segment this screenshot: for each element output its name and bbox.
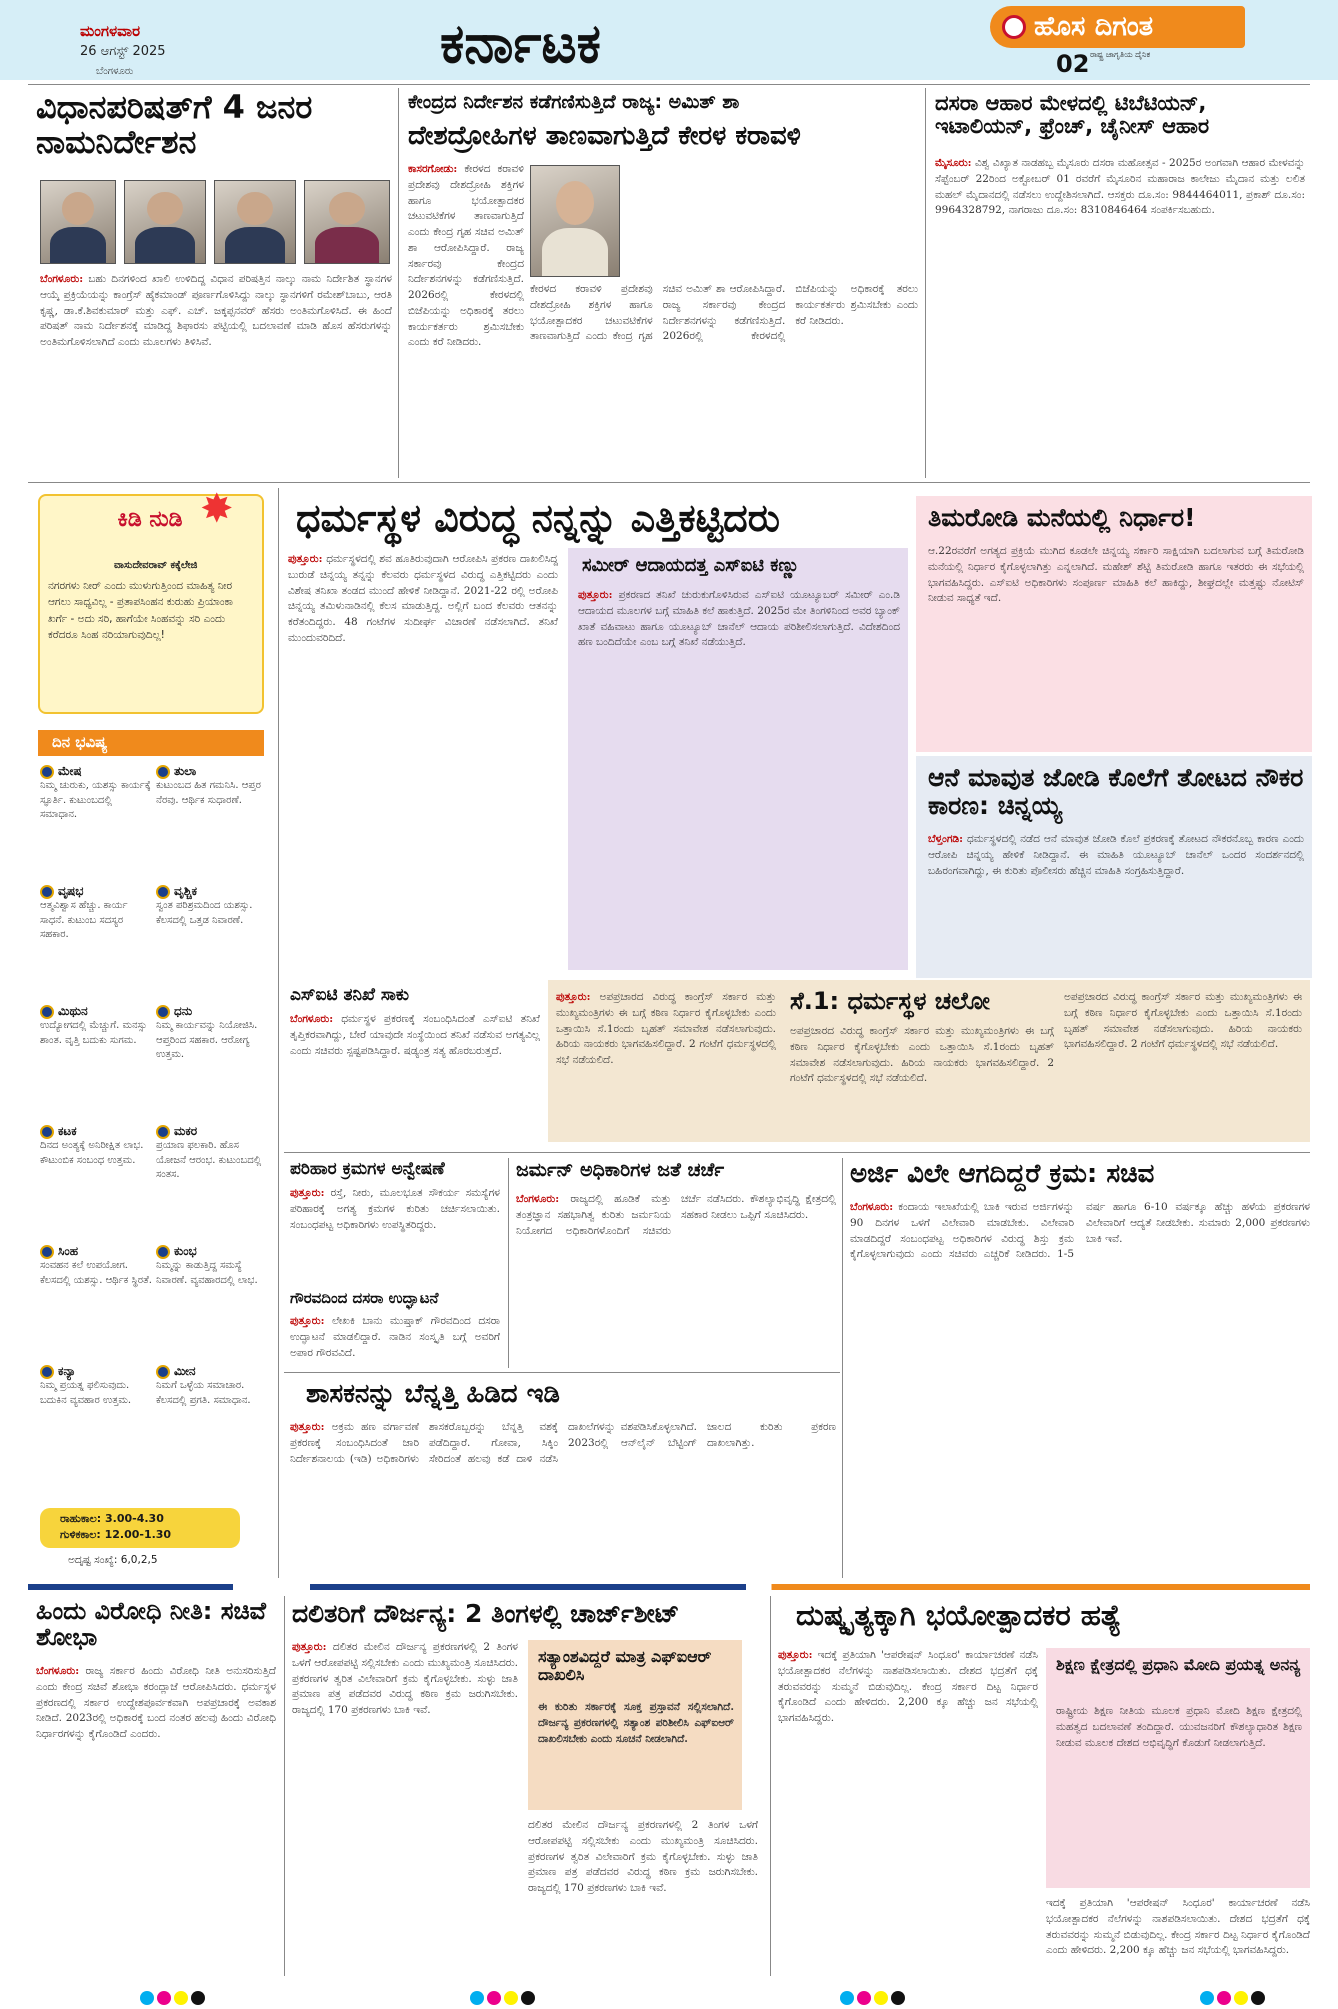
article-german-body <box>516 1192 836 1368</box>
dateline: ಪುತ್ತೂರು: <box>578 589 613 601</box>
dateline: ಬೆಳ್ತಂಗಡಿ: <box>928 833 964 845</box>
brand-name: ಹೊಸ ದಿಗಂತ <box>1034 11 1154 42</box>
article-shobha-body <box>36 1664 276 1974</box>
article-text: ಇದಕ್ಕೆ ಪ್ರತಿಯಾಗಿ 'ಆಪರೇಷನ್ ಸಿಂಧೂರ' ಕಾರ್ಯಾಚರಣೆ ನಡೆಸಿ ಭಯೋತ್ಪಾದಕರ ನೆಲೆಗಳನ್ನು ನಾಶಪಡಿಸಲಾಯಿತು. ದೇಶದ ಭದ್ರತೆಗೆ ಧಕ್ಕೆ ತರುವವರನ್ನು ಸುಮ್ಮನೆ ಬಿಡುವುದಿಲ್ಲ. ಕೇಂದ್ರ ಸರ್ಕಾರ ದಿಟ್ಟ ನಿರ್ಧಾರ ಕೈಗೊಂಡಿದೆ ಎಂದು ಹೇಳಿದರು. 2,200 ಕ್ಕೂ ಹೆಚ್ಚು ಜನ ಸಭೆಯಲ್ಲಿ ಭಾಗವಹಿಸಿದ್ದರು. <box>778 1649 1038 1724</box>
headline-dasara-inauguration: ಗೌರವದಿಂದ ದಸರಾ ಉದ್ಘಾಟನೆ <box>290 1289 439 1307</box>
article-education-body: ರಾಷ್ಟ್ರೀಯ ಶಿಕ್ಷಣ ನೀತಿಯ ಮೂಲಕ ಪ್ರಧಾನಿ ಮೋದಿ ಶಿಕ್ಷಣ ಕ್ಷೇತ್ರದಲ್ಲಿ ಮಹತ್ವದ ಬದಲಾವಣೆ ತಂದಿದ್ದಾರೆ. ಯುವಜನರಿಗೆ ಕೌಶಲ್ಯಾಧಾರಿತ ಶಿಕ್ಷಣ ನೀಡುವ ಮೂಲಕ ದೇಶದ ಅಭಿವೃದ್ಧಿಗೆ ಕೊಡುಗೆ ನೀಡಲಾಗುತ್ತಿದೆ. <box>1056 1705 1302 1749</box>
page-number: 02 <box>1056 50 1090 78</box>
gulika-text: ಗುಳಿಕಕಾಲ: 12.00-1.30 <box>60 1528 172 1541</box>
article-terrorists-body-2: ಇದಕ್ಕೆ ಪ್ರತಿಯಾಗಿ 'ಆಪರೇಷನ್ ಸಿಂಧೂರ' ಕಾರ್ಯಾಚರಣೆ ನಡೆಸಿ ಭಯೋತ್ಪಾದಕರ ನೆಲೆಗಳನ್ನು ನಾಶಪಡಿಸಲಾಯಿತು. ದೇಶದ ಭದ್ರತೆಗೆ ಧಕ್ಕೆ ತರುವವರನ್ನು ಸುಮ್ಮನೆ ಬಿಡುವುದಿಲ್ಲ. ಕೇಂದ್ರ ಸರ್ಕಾರ ದಿಟ್ಟ ನಿರ್ಧಾರ ಕೈಗೊಂಡಿದೆ ಎಂದು ಹೇಳಿದರು. 2,200 ಕ್ಕೂ ಹೆಚ್ಚು ಜನ ಸಭೆಯಲ್ಲಿ ಭಾಗವಹಿಸಿದ್ದರು. <box>1046 1897 1310 1957</box>
headline-german: ಜರ್ಮನ್ ಅಧಿಕಾರಿಗಳ ಜತೆ ಚರ್ಚೆ <box>516 1159 725 1181</box>
photo-member-4 <box>304 180 390 264</box>
article-fir-body: ಈ ಕುರಿತು ಸರ್ಕಾರಕ್ಕೆ ಸೂಕ್ತ ಪ್ರಸ್ತಾವನೆ ಸಲ್ಲಿಸಲಾಗಿದೆ. ದೌರ್ಜನ್ಯ ಪ್ರಕರಣಗಳಲ್ಲಿ ಸತ್ಯಾಂಶ ಪರಿಶೀಲಿಸಿ ಎಫ್‌ಐಆರ್ ದಾಖಲಿಸಬೇಕು ಎಂದು ಸೂಚನೆ ನೀಡಲಾಗಿದೆ. <box>538 1701 734 1745</box>
article-amit-shah-col1 <box>408 162 524 468</box>
zodiac-icon <box>40 885 54 899</box>
article-text: ರಾಜ್ಯ ಸರ್ಕಾರ ಹಿಂದು ವಿರೋಧಿ ನೀತಿ ಅನುಸರಿಸುತ್ತಿದೆ ಎಂದು ಕೇಂದ್ರ ಸಚಿವೆ ಶೋಭಾ ಕರಂದ್ಲಾಜೆ ಆರೋಪಿಸಿದರು. ಧರ್ಮಸ್ಥಳ ಪ್ರಕರಣದಲ್ಲಿ ಸರ್ಕಾರ ಉದ್ದೇಶಪೂರ್ವಕವಾಗಿ ಅಪಪ್ರಚಾರಕ್ಕೆ ಅವಕಾಶ ನೀಡಿದೆ. 2023ರಲ್ಲಿ ಅಧಿಕಾರಕ್ಕೆ ಬಂದ ನಂತರ ಹಲವು ಹಿಂದು ವಿರೋಧಿ ನಿರ್ಧಾರಗಳನ್ನು ಕೈಗೊಂಡಿದೆ ಎಂದರು. <box>36 1665 276 1740</box>
dateline: ಮೈಸೂರು: <box>935 157 972 169</box>
article-text: ರಸ್ತೆ, ನೀರು, ಮೂಲಭೂತ ಸೌಕರ್ಯ ಸಮಸ್ಯೆಗಳ ಪರಿಹಾರಕ್ಕೆ ಅಗತ್ಯ ಕ್ರಮಗಳ ಕುರಿತು ಚರ್ಚಿಸಲಾಯಿತು. ಸಂಬಂಧಪಟ್ಟ ಅಧಿಕಾರಿಗಳು ಉಪಸ್ಥಿತರಿದ್ದರು. <box>290 1187 500 1231</box>
article-text: ಧರ್ಮಸ್ಥಳ ಪ್ರಕರಣಕ್ಕೆ ಸಂಬಂಧಿಸಿದಂತೆ ಎಸ್‌ಐಟಿ ತನಿಖೆ ತೃಪ್ತಿಕರವಾಗಿದ್ದು, ಬೇರೆ ಯಾವುದೇ ಸಂಸ್ಥೆಯಿಂದ ತನಿಖೆ ನಡೆಸುವ ಅಗತ್ಯವಿಲ್ಲ ಎಂದು ಸಚಿವರು ಸ್ಪಷ್ಟಪಡಿಸಿದ್ದಾರೆ. ಷಡ್ಯಂತ್ರ ಸತ್ಯ ಹೊರಬರುತ್ತದೆ. <box>290 1013 540 1057</box>
article-text: ಅಕ್ರಮ ಹಣ ವರ್ಗಾವಣೆ ಪ್ರಕರಣಕ್ಕೆ ಸಂಬಂಧಿಸಿದಂತೆ ಜಾರಿ ನಿರ್ದೇಶನಾಲಯ (ಇಡಿ) ಅಧಿಕಾರಿಗಳು ಶಾಸಕರೊಬ್ಬರನ್ನು ಬೆನ್ನತ್ತಿ ವಶಕ್ಕೆ ಪಡೆದಿದ್ದಾರೆ. ಗೋವಾ, ಸಿಕ್ಕಿಂ ಸೇರಿದಂತೆ ಹಲವು ಕಡೆ ದಾಳಿ ನಡೆಸಿ ದಾಖಲೆಗಳನ್ನು ವಶಪಡಿಸಿಕೊಳ್ಳಲಾಗಿದೆ. 2023ರಲ್ಲಿ ಆನ್‌ಲೈನ್ ಬೆಟ್ಟಿಂಗ್ ಜಾಲದ ಕುರಿತು ಪ್ರಕರಣ ದಾಖಲಾಗಿತ್ತು. <box>290 1421 836 1465</box>
article-council-body <box>40 272 392 472</box>
headline-chalo: ಸೆ.1: ಧರ್ಮಸ್ಥಳ ಚಲೋ <box>790 987 990 1015</box>
kidi-nudi-title: ಕಿಡಿ ನುಡಿ <box>117 507 183 532</box>
headline-education: ಶಿಕ್ಷಣ ಕ್ಷೇತ್ರದಲ್ಲಿ ಪ್ರಧಾನಿ ಮೋದಿ ಪ್ರಯತ್ನ ಅನನ್ಯ <box>1056 1655 1301 1674</box>
lucky-number-text: ಅದೃಷ್ಟ ಸಂಖ್ಯೆ: 6,0,2,5 <box>68 1554 158 1566</box>
headline-arji: ಅರ್ಜಿ ವಿಲೇ ಆಗದಿದ್ದರೆ ಕ್ರಮ: ಸಚಿವ <box>850 1159 1155 1189</box>
headline-elephant: ಆನೆ ಮಾವುತ ಜೋಡಿ ಕೊಲೆಗೆ ತೋಟದ ನೌಕರ ಕಾರಣ: ಚಿನ್ನಯ್ಯ <box>928 763 1304 820</box>
dateline: ಪುತ್ತೂರು: <box>288 553 323 565</box>
dateline: ಪುತ್ತೂರು: <box>556 991 591 1003</box>
registration-marks <box>140 1990 1320 2006</box>
article-chalo-body-mid: ಅಪಪ್ರಚಾರದ ವಿರುದ್ಧ ಕಾಂಗ್ರೆಸ್ ಸರ್ಕಾರ ಮತ್ತು ಮುಖ್ಯಮಂತ್ರಿಗಳು ಈ ಬಗ್ಗೆ ಕಠಿಣ ನಿರ್ಧಾರ ಕೈಗೊಳ್ಳಬೇಕು ಎಂದು ಒತ್ತಾಯಿಸಿ ಸೆ.1ರಂದು ಬೃಹತ್ ಸಮಾವೇಶ ನಡೆಸಲಾಗುವುದು. ಹಿರಿಯ ನಾಯಕರು ಭಾಗವಹಿಸಲಿದ್ದಾರೆ. 2 ಗಂಟೆಗೆ ಧರ್ಮಸ್ಥಳದಲ್ಲಿ ಸಭೆ ನಡೆಯಲಿದೆ. <box>790 1025 1054 1085</box>
article-dalit-body <box>292 1640 518 1976</box>
headline-shobha: ಹಿಂದು ವಿರೋಧಿ ನೀತಿ: ಸಚಿವೆ ಶೋಭಾ <box>36 1597 266 1652</box>
headline-sameer: ಸಮೀರ್ ಆದಾಯದತ್ತ ಎಸ್‌ಐಟಿ ಕಣ್ಣು <box>582 555 800 576</box>
rashi-item: ಕನ್ಯಾ ನಿಮ್ಮ ಪ್ರಯತ್ನ ಫಲಿಸುವುದು. ಬದುಕಿನ ವ್ಯವಹಾರ ಉತ್ತಮ. <box>40 1364 132 1406</box>
headline-terrorists: ದುಷ್ಕೃತ್ಯಕ್ಕಾಗಿ ಭಯೋತ್ಪಾದಕರ ಹತ್ಯೆ <box>796 1598 1122 1632</box>
article-text: ಪ್ರಕರಣದ ತನಿಖೆ ಚುರುಕುಗೊಳಿಸಿರುವ ಎಸ್‌ಐಟಿ ಯೂಟ್ಯೂಬರ್ ಸಮೀರ್ ಎಂ.ಡಿ ಆದಾಯದ ಮೂಲಗಳ ಬಗ್ಗೆ ಮಾಹಿತಿ ಕಲೆ ಹಾಕುತ್ತಿದೆ. 2025ರ ಮೇ ತಿಂಗಳಿನಿಂದ ಅವರ ಬ್ಯಾಂಕ್ ಖಾತೆ ವಹಿವಾಟು ಹಾಗೂ ಯೂಟ್ಯೂಬ್ ಚಾನೆಲ್ ಆದಾಯ ಪರಿಶೀಲಿಸಲಾಗುತ್ತಿದೆ. ವಿದೇಶದಿಂದ ಹಣ ಬಂದಿದೆಯೇ ಎಂಬ ಬಗ್ಗೆ ತನಿಖೆ ನಡೆಯುತ್ತಿದೆ. <box>578 589 900 649</box>
brand-logo-icon <box>1002 15 1026 39</box>
headline-council: ವಿಧಾನಪರಿಷತ್‌ಗೆ 4 ಜನರ ನಾಮನಿರ್ದೇಶನ <box>36 88 313 162</box>
zodiac-icon <box>40 1005 54 1019</box>
zodiac-icon <box>156 1005 170 1019</box>
headline-sit-enough: ಎಸ್‌ಐಟಿ ತನಿಖೆ ಸಾಕು <box>290 985 409 1005</box>
rashi-left-column <box>40 764 152 1484</box>
kidi-nudi-body: ನಗರಗಳು ನೀರ್‌ ಎಂದು ಮುಳುಗುತ್ತಿಂಂದ ಮಾಹಿತ್ಯ ನೀರ ಆಗಲು ಸಾಧ್ಯವಿಲ್ಲ - ಪ್ರತಾಪಸಿಂಹನ ಕುರುಹು ಪ್ರಿಯಾಂಕಾ ಖರ್ಗೆ - ಅದು ಸರಿ, ಹಾಗೆಯೇ ಸಿಂಹವನ್ನು ಸರಿ ಎಂದು ಕರೆದರೂ ಸಿಂಹ ನರಿಯಾಗುವುದಿಲ್ಲ! <box>48 580 233 641</box>
headline-ed: ಶಾಸಕನನ್ನು ಬೆನ್ನತ್ತಿ ಹಿಡಿದ ಇಡಿ <box>306 1379 560 1409</box>
headline-amit-shah: ಕೇಂದ್ರದ ನಿರ್ದೇಶನ ಕಡೆಗಣಿಸುತ್ತಿದೆ ರಾಜ್ಯ: ಅಮಿತ್ ಶಾ <box>408 91 740 113</box>
article-parihara-body <box>290 1186 500 1286</box>
zodiac-icon <box>40 1245 54 1259</box>
article-amit-shah-rest: ಕೇರಳದ ಕರಾವಳಿ ಪ್ರದೇಶವು ದೇಶದ್ರೋಹಿ ಶಕ್ತಿಗಳ ಹಾಗೂ ಭಯೋತ್ಪಾದಕರ ಚಟುವಟಿಕೆಗಳ ತಾಣವಾಗುತ್ತಿದೆ ಎಂದು ಕೇಂದ್ರ ಗೃಹ ಸಚಿವ ಅಮಿತ್ ಶಾ ಆರೋಪಿಸಿದ್ದಾರೆ. ರಾಜ್ಯ ಸರ್ಕಾರವು ಕೇಂದ್ರದ ನಿರ್ದೇಶನಗಳನ್ನು ಕಡೆಗಣಿಸುತ್ತಿದೆ. 2026ರಲ್ಲಿ ಕೇರಳದಲ್ಲಿ ಬಿಜೆಪಿಯನ್ನು ಅಧಿಕಾರಕ್ಕೆ ತರಲು ಕಾರ್ಯಕರ್ತರು ಶ್ರಮಿಸಬೇಕು ಎಂದು ಕರೆ ನೀಡಿದರು. <box>530 283 918 343</box>
article-sameer-body <box>578 588 900 962</box>
bhavishya-title: ದಿನ ಭವಿಷ್ಯ <box>52 733 108 751</box>
zodiac-icon <box>40 765 54 779</box>
dateline: ಬೆಂಗಳೂರು: <box>516 1193 560 1205</box>
article-sit-enough-body <box>290 1012 540 1150</box>
dateline: ಬೆಂಗಳೂರು: <box>40 273 84 285</box>
article-dasara-food-body <box>935 156 1305 472</box>
rashi-item: ಮೇಷ ನಿಮ್ಮ ಚುರುಕು, ಯಶಸ್ಸು ಕಾರ್ಯಕ್ಕೆ ಸ್ಫೂರ್ತಿ. ಕುಟುಂಬದಲ್ಲಿ ಸಮಾಧಾನ. <box>40 764 151 820</box>
zodiac-icon <box>156 885 170 899</box>
zodiac-icon <box>156 1365 170 1379</box>
header-city: ಬೆಂಗಳೂರು <box>96 66 134 77</box>
dateline: ಬೆಂಗಳೂರು: <box>290 1013 334 1025</box>
dateline: ಪುತ್ತೂರು: <box>778 1649 813 1661</box>
rashi-item: ವೃಷಭ ಆತ್ಮವಿಶ್ವಾಸ ಹೆಚ್ಚು. ಕಾರ್ಯ ಸಾಧನೆ. ಕುಟುಂಬ ಸದಸ್ಯರ ಸಹಕಾರ. <box>40 884 128 940</box>
zodiac-icon <box>40 1365 54 1379</box>
dateline: ಬೆಂಗಳೂರು: <box>36 1665 80 1677</box>
article-text: ಕಂದಾಯ ಇಲಾಖೆಯಲ್ಲಿ ಬಾಕಿ ಇರುವ ಅರ್ಜಿಗಳನ್ನು 90 ದಿನಗಳ ಒಳಗೆ ವಿಲೇವಾರಿ ಮಾಡಬೇಕು. ವಿಲೇವಾರಿ ಮಾಡದಿದ್ದರೆ ಸಂಬಂಧಪಟ್ಟ ಅಧಿಕಾರಿಗಳ ವಿರುದ್ಧ ಶಿಸ್ತು ಕ್ರಮ ಕೈಗೊಳ್ಳಲಾಗುವುದು ಎಂದು ಸಚಿವರು ಎಚ್ಚರಿಕೆ ನೀಡಿದರು. 1-5 ವರ್ಷ ಹಾಗೂ 6-10 ವರ್ಷಕ್ಕೂ ಹೆಚ್ಚು ಹಳೆಯ ಪ್ರಕರಣಗಳ ವಿಲೇವಾರಿಗೆ ಆದ್ಯತೆ ನೀಡಬೇಕು. ಸುಮಾರು 2,000 ಪ್ರಕರಣಗಳು ಬಾಕಿ ಇವೆ. <box>850 1201 1310 1261</box>
headline-dharmasthala: ಧರ್ಮಸ್ಥಳ ವಿರುದ್ಧ ನನ್ನನ್ನು ಎತ್ತಿಕಟ್ಟಿದರು <box>296 496 780 540</box>
rashi-item: ಮಕರ ಪ್ರಯಾಣ ಫಲಕಾರಿ. ಹೊಸ ಯೋಜನೆ ಆರಂಭ. ಕುಟುಂಬದಲ್ಲಿ ಸಂತಸ. <box>156 1124 262 1180</box>
photo-amit-shah <box>530 165 620 277</box>
photo-member-2 <box>124 180 206 264</box>
zodiac-icon <box>156 1125 170 1139</box>
article-text: ವಿಶ್ವ ವಿಖ್ಯಾತ ನಾಡಹಬ್ಬ ಮೈಸೂರು ದಸರಾ ಮಹೋತ್ಸವ - 2025ರ ಅಂಗವಾಗಿ ಆಹಾರ ಮೇಳವನ್ನು ಸೆಪ್ಟೆಂಬರ್ 22ರಿಂದ ಅಕ್ಟೋಬರ್ 01 ರವರೆಗೆ ಮೈಸೂರಿನ ಮಹಾರಾಜ ಕಾಲೇಜು ಮೈದಾನ ಮತ್ತು ಲಲಿತ ಮಹಲ್ ಮೈದಾನದಲ್ಲಿ ನಡೆಸಲು ಉದ್ದೇಶಿಸಲಾಗಿದೆ. ಆಸಕ್ತರು ದೂ.ಸಂ: 9844464011, ಪ್ರಕಾಶ್ ದೂ.ಸಂ: 9964328792, ನಾಗರಾಜು ದೂ.ಸಂ: 8310846464 ಸಂಪರ್ಕಿಸಬಹುದು. <box>935 157 1305 217</box>
rashi-right-column <box>156 764 266 1484</box>
headline-dasara-food: ದಸರಾ ಆಹಾರ ಮೇಳದಲ್ಲಿ ಟಿಬೆಟಿಯನ್, ಇಟಾಲಿಯನ್, ಫ್ರೆಂಚ್, ಚೈನೀಸ್ ಆಹಾರ <box>935 91 1210 139</box>
rashi-item: ತುಲಾ ಕುಟುಂಬದ ಹಿತ ಗಮನಿಸಿ. ಆಪ್ತರ ನೆರವು. ಆರ್ಥಿಕ ಸುಧಾರಣೆ. <box>156 764 261 806</box>
article-text: ಕೇರಳದ ಕರಾವಳಿ ಪ್ರದೇಶವು ದೇಶದ್ರೋಹಿ ಶಕ್ತಿಗಳ ಹಾಗೂ ಭಯೋತ್ಪಾದಕರ ಚಟುವಟಿಕೆಗಳ ತಾಣವಾಗುತ್ತಿದೆ ಎಂದು ಕೇಂದ್ರ ಗೃಹ ಸಚಿವ ಅಮಿತ್ ಶಾ ಆರೋಪಿಸಿದ್ದಾರೆ. ರಾಜ್ಯ ಸರ್ಕಾರವು ಕೇಂದ್ರದ ನಿರ್ದೇಶನಗಳನ್ನು ಕಡೆಗಣಿಸುತ್ತಿದೆ. 2026ರಲ್ಲಿ ಕೇರಳದಲ್ಲಿ ಬಿಜೆಪಿಯನ್ನು ಅಧಿಕಾರಕ್ಕೆ ತರಲು ಕಾರ್ಯಕರ್ತರು ಶ್ರಮಿಸಬೇಕು ಎಂದು ಕರೆ ನೀಡಿದರು. <box>408 163 524 349</box>
dateline: ಪುತ್ತೂರು: <box>290 1315 325 1327</box>
dateline: ಪುತ್ತೂರು: <box>290 1421 325 1433</box>
rashi-item: ಮೀನ ನಿಮಗೆ ಒಳ್ಳೆಯ ಸಮಾಚಾರ. ಕೆಲಸದಲ್ಲಿ ಪ್ರಗತಿ. ಸಮಾಧಾನ. <box>156 1364 251 1406</box>
rashi-item: ವೃಶ್ಚಿಕ ಸ್ವಂತ ಪರಿಶ್ರಮದಿಂದ ಯಶಸ್ಸು. ಕೆಲಸದಲ್ಲಿ ಒತ್ತಡ ನಿವಾರಣೆ. <box>156 884 253 926</box>
dateline: ಪುತ್ತೂರು: <box>290 1187 325 1199</box>
headline-timarodi: ತಿಮರೋಡಿ ಮನೆಯಲ್ಲಿ ನಿರ್ಧಾರ! <box>928 503 1196 532</box>
article-ed-body <box>290 1420 836 1572</box>
article-text: ಧರ್ಮಸ್ಥಳದಲ್ಲಿ ನಡೆದ ಆನೆ ಮಾವುತ ಜೋಡಿ ಕೊಲೆ ಪ್ರಕರಣಕ್ಕೆ ತೋಟದ ನೌಕರನೊಬ್ಬ ಕಾರಣ ಎಂದು ಆರೋಪಿ ಚಿನ್ನಯ್ಯ ಹೇಳಿಕೆ ನೀಡಿದ್ದಾನೆ. ಈ ಮಾಹಿತಿ ಯೂಟ್ಯೂಬ್ ಚಾನೆಲ್ ಒಂದರ ಸಂದರ್ಶನದಲ್ಲಿ ಬಹಿರಂಗವಾಗಿದ್ದು, ಈ ಕುರಿತು ಪೊಲೀಸರು ಹೆಚ್ಚಿನ ಮಾಹಿತಿ ಸಂಗ್ರಹಿಸುತ್ತಿದ್ದಾರೆ. <box>928 833 1304 877</box>
article-chalo-body <box>556 990 776 1134</box>
section-title: ಕರ್ನಾಟಕ <box>440 12 601 75</box>
zodiac-icon <box>156 765 170 779</box>
section-divider-strip <box>28 1584 1310 1590</box>
article-dalit-body-2: ದಲಿತರ ಮೇಲಿನ ದೌರ್ಜನ್ಯ ಪ್ರಕರಣಗಳಲ್ಲಿ 2 ತಿಂಗಳ ಒಳಗೆ ಆರೋಪಪಟ್ಟಿ ಸಲ್ಲಿಸಬೇಕು ಎಂದು ಮುಖ್ಯಮಂತ್ರಿ ಸೂಚಿಸಿದರು. ಪ್ರಕರಣಗಳ ತ್ವರಿತ ವಿಲೇವಾರಿಗೆ ಕ್ರಮ ಕೈಗೊಳ್ಳಬೇಕು. ಸುಳ್ಳು ಜಾತಿ ಪ್ರಮಾಣ ಪತ್ರ ಪಡೆದವರ ವಿರುದ್ಧ ಕಠಿಣ ಕ್ರಮ ಜರುಗಿಸಬೇಕು. ರಾಜ್ಯದಲ್ಲಿ 170 ಪ್ರಕರಣಗಳು ಬಾಕಿ ಇವೆ. <box>528 1819 758 1894</box>
article-chalo-body-right: ಅಪಪ್ರಚಾರದ ವಿರುದ್ಧ ಕಾಂಗ್ರೆಸ್ ಸರ್ಕಾರ ಮತ್ತು ಮುಖ್ಯಮಂತ್ರಿಗಳು ಈ ಬಗ್ಗೆ ಕಠಿಣ ನಿರ್ಧಾರ ಕೈಗೊಳ್ಳಬೇಕು ಎಂದು ಒತ್ತಾಯಿಸಿ ಸೆ.1ರಂದು ಬೃಹತ್ ಸಮಾವೇಶ ನಡೆಸಲಾಗುವುದು. ಹಿರಿಯ ನಾಯಕರು ಭಾಗವಹಿಸಲಿದ್ದಾರೆ. 2 ಗಂಟೆಗೆ ಧರ್ಮಸ್ಥಳದಲ್ಲಿ ಸಭೆ ನಡೆಯಲಿದೆ. <box>1064 991 1302 1051</box>
article-text: ಲೇಖಕಿ ಬಾನು ಮುಷ್ತಾಕ್ ಗೌರವದಿಂದ ದಸರಾ ಉದ್ಘಾಟನೆ ಮಾಡಲಿದ್ದಾರೆ. ನಾಡಿನ ಸಂಸ್ಕೃತಿ ಬಗ್ಗೆ ಅವರಿಗೆ ಅಪಾರ ಗೌರವವಿದೆ. <box>290 1315 500 1359</box>
article-text: ಅಪಪ್ರಚಾರದ ವಿರುದ್ಧ ಕಾಂಗ್ರೆಸ್ ಸರ್ಕಾರ ಮತ್ತು ಮುಖ್ಯಮಂತ್ರಿಗಳು ಈ ಬಗ್ಗೆ ಕಠಿಣ ನಿರ್ಧಾರ ಕೈಗೊಳ್ಳಬೇಕು ಎಂದು ಒತ್ತಾಯಿಸಿ ಸೆ.1ರಂದು ಬೃಹತ್ ಸಮಾವೇಶ ನಡೆಸಲಾಗುವುದು. ಹಿರಿಯ ನಾಯಕರು ಭಾಗವಹಿಸಲಿದ್ದಾರೆ. 2 ಗಂಟೆಗೆ ಧರ್ಮಸ್ಥಳದಲ್ಲಿ ಸಭೆ ನಡೆಯಲಿದೆ. <box>556 991 776 1066</box>
subheadline-kerala: ದೇಶದ್ರೋಹಿಗಳ ತಾಣವಾಗುತ್ತಿದೆ ಕೇರಳ ಕರಾವಳಿ <box>408 121 801 151</box>
spark-icon: ✸ <box>200 486 234 532</box>
zodiac-icon <box>40 1125 54 1139</box>
rashi-item: ಕಟಕ ದಿನದ ಅಂತ್ಯಕ್ಕೆ ಅನಿರೀಕ್ಷಿತ ಲಾಭ. ಕೌಟುಂಬಿಕ ಸಂಬಂಧ ಉತ್ತಮ. <box>40 1124 144 1166</box>
article-text: ದಲಿತರ ಮೇಲಿನ ದೌರ್ಜನ್ಯ ಪ್ರಕರಣಗಳಲ್ಲಿ 2 ತಿಂಗಳ ಒಳಗೆ ಆರೋಪಪಟ್ಟಿ ಸಲ್ಲಿಸಬೇಕು ಎಂದು ಮುಖ್ಯಮಂತ್ರಿ ಸೂಚಿಸಿದರು. ಪ್ರಕರಣಗಳ ತ್ವರಿತ ವಿಲೇವಾರಿಗೆ ಕ್ರಮ ಕೈಗೊಳ್ಳಬೇಕು. ಸುಳ್ಳು ಜಾತಿ ಪ್ರಮಾಣ ಪತ್ರ ಪಡೆದವರ ವಿರುದ್ಧ ಕಠಿಣ ಕ್ರಮ ಜರುಗಿಸಬೇಕು. ರಾಜ್ಯದಲ್ಲಿ 170 ಪ್ರಕರಣಗಳು ಬಾಕಿ ಇವೆ. <box>292 1641 518 1716</box>
article-terrorists-body <box>778 1648 1038 1976</box>
brand-box <box>990 6 1290 76</box>
dateline: ಬೆಂಗಳೂರು: <box>850 1201 894 1213</box>
article-dharmasthala-body <box>288 552 558 972</box>
article-text: ರಾಜ್ಯದಲ್ಲಿ ಹೂಡಿಕೆ ಮತ್ತು ತಂತ್ರಜ್ಞಾನ ಸಹಭಾಗಿತ್ವ ಕುರಿತು ಜರ್ಮನಿಯ ನಿಯೋಗದ ಅಧಿಕಾರಿಗಳೊಂದಿಗೆ ಸಚಿವರು ಚರ್ಚೆ ನಡೆಸಿದರು. ಕೌಶಲ್ಯಾಭಿವೃದ್ಧಿ ಕ್ಷೇತ್ರದಲ್ಲಿ ಸಹಕಾರ ನೀಡಲು ಒಪ್ಪಿಗೆ ಸೂಚಿಸಿದರು. <box>516 1193 836 1237</box>
rashi-item: ಧನು ನಿಮ್ಮ ಕಾರ್ಯವನ್ನು ನಿಯೋಜಿಸಿ. ಆಪ್ತರಿಂದ ಸಹಕಾರ. ಆರೋಗ್ಯ ಉತ್ತಮ. <box>156 1004 258 1060</box>
kidi-nudi-author: ವಾಸುದೇವರಾವ್ ಕಕ್ಕೆಲೇಜಿ <box>114 560 198 571</box>
article-text: ಬಹು ದಿನಗಳಿಂದ ಖಾಲಿ ಉಳಿದಿದ್ದ ವಿಧಾನ ಪರಿಷತ್ತಿನ ನಾಲ್ಕು ನಾಮ ನಿರ್ದೇಶಿತ ಸ್ಥಾನಗಳ ಆಯ್ಕೆ ಪ್ರಕ್ರಿಯೆಯನ್ನು ಕಾಂಗ್ರೆಸ್ ಹೈಕಮಾಂಡ್ ಪೂರ್ಣಗೊಳಿಸಿದ್ದು ನಾಲ್ಕು ಸ್ಥಾನಗಳಿಗೆ ರಮೇಶ್‌ಬಾಬು, ಆರತಿ ಕೃಷ್ಣ, ಡಾ.ಕೆ.ಶಿವಕುಮಾರ್ ಮತ್ತು ಎಫ್. ಎಚ್. ಜಕ್ಕಪ್ಪನವರ್ ಹೆಸರು ಅಂತಿಮಗೊಳಿಸಿದೆ. ಈ ಹಿಂದೆ ಪರಿಷತ್ ನಾಮ ನಿರ್ದೇಶನಕ್ಕೆ ಮಾಡಿದ್ದ ಶಿಫಾರಸು ಪಟ್ಟಿಯಲ್ಲಿ ಬದಲಾವಣೆ ಮಾಡಿ ಹೊಸ ಹೆಸರುಗಳನ್ನು ಅಂತಿಮಗೊಳಿಸಲಾಗಿದೆ ಎಂದು ಮೂಲಗಳು ತಿಳಿಸಿವೆ. <box>40 273 392 348</box>
dateline: ಪುತ್ತೂರು: <box>292 1641 327 1653</box>
brand-tagline: ರಾಷ್ಟ್ರ ಜಾಗೃತಿಯ ದೈನಿಕ <box>1090 50 1151 59</box>
article-timarodi-body: ಆ.22ರವರೆಗೆ ಅಗತ್ಯದ ಪ್ರಕ್ರಿಯೆ ಮುಗಿದ ಕೂಡಲೇ ಚಿನ್ನಯ್ಯ ಸರ್ಕಾರಿ ಸಾಕ್ಷಿಯಾಗಿ ಬದಲಾಗುವ ಬಗ್ಗೆ ತಿಮರೋಡಿ ಮನೆಯಲ್ಲಿ ನಿರ್ಧಾರ ಕೈಗೊಳ್ಳಲಾಗಿತ್ತು ಎನ್ನಲಾಗಿದೆ. ಮಹೇಶ್ ಶೆಟ್ಟಿ ತಿಮರೋಡಿ ಹಾಗೂ ಇತರರು ಈ ಸಭೆಯಲ್ಲಿ ಭಾಗವಹಿಸಿದ್ದರು. ಎಸ್‌ಐಟಿ ಅಧಿಕಾರಿಗಳು ಸಂಪೂರ್ಣ ಮಾಹಿತಿ ಕಲೆ ಹಾಕಿದ್ದು, ಶೀಘ್ರದಲ್ಲೇ ಮತ್ತಷ್ಟು ನೋಟಿಸ್ ನೀಡುವ ಸಾಧ್ಯತೆ ಇದೆ. <box>928 545 1304 605</box>
photo-member-1 <box>40 180 116 264</box>
rashi-item: ಮಿಥುನ ಉದ್ಯೋಗದಲ್ಲಿ ಮೆಚ್ಚುಗೆ. ಮನಸ್ಸು ಶಾಂತ. ವೃತ್ತಿ ಬದುಕು ಸುಗಮ. <box>40 1004 147 1046</box>
rashi-item: ಕುಂಭ ನಿಮ್ಮನ್ನು ಕಾಡುತ್ತಿದ್ದ ಸಮಸ್ಯೆ ನಿವಾರಣೆ. ವ್ಯವಹಾರದಲ್ಲಿ ಲಾಭ. <box>156 1244 258 1286</box>
article-arji-body <box>850 1200 1310 1572</box>
article-elephant-body <box>928 832 1304 970</box>
header-day: ಮಂಗಳವಾರ <box>80 22 141 40</box>
article-text: ಧರ್ಮಸ್ಥಳದಲ್ಲಿ ಶವ ಹೂತಿರುವುದಾಗಿ ಆರೋಪಿಸಿ ಪ್ರಕರಣ ದಾಖಲಿಸಿದ್ದ ಬುರುಡೆ ಚಿನ್ನಯ್ಯ ತನ್ನನ್ನು ಕೆಲವರು ಧರ್ಮಸ್ಥಳದ ವಿರುದ್ಧ ಎತ್ತಿಕಟ್ಟಿದರು ಎಂದು ವಿಶೇಷ ತನಿಖಾ ತಂಡದ ಮುಂದೆ ಹೇಳಿಕೆ ನೀಡಿದ್ದಾನೆ. 2021-22 ರಲ್ಲಿ ಅರೋಪಿ ಚಿನ್ನಯ್ಯ ತಮಿಳುನಾಡಿನಲ್ಲಿ ಕೆಲಸ ಮಾಡುತ್ತಿದ್ದ. ಅಲ್ಲಿಗೆ ಬಂದ ಕೆಲವರು ಆತನನ್ನು ಕರೆತಂದಿದ್ದರು. 48 ಗಂಟೆಗಳ ಸುದೀರ್ಘ ವಿಚಾರಣೆ ನಡೆಸಲಾಗಿದೆ. ತನಿಖೆ ಮುಂದುವರಿದಿದೆ. <box>288 553 558 644</box>
dateline: ಕಾಸರಗೋಡು: <box>408 163 458 175</box>
headline-parihara: ಪರಿಹಾರ ಕ್ರಮಗಳ ಅನ್ವೇಷಣೆ <box>290 1159 445 1179</box>
rashi-item: ಸಿಂಹ ಸಂವಹನ ಕಲೆ ಉಪಯೋಗ. ಕೆಲಸದಲ್ಲಿ ಯಶಸ್ಸು. ಆರ್ಥಿಕ ಸ್ಥಿರತೆ. <box>40 1244 152 1286</box>
headline-fir: ಸತ್ಯಾಂಶವಿದ್ದರೆ ಮಾತ್ರ ಎಫ್‌ಐಆರ್ ದಾಖಲಿಸಿ <box>538 1647 712 1684</box>
rahukala-text: ರಾಹುಕಾಲ: 3.00-4.30 <box>60 1512 164 1525</box>
article-dasara-inauguration-body <box>290 1314 500 1374</box>
photo-member-3 <box>214 180 296 264</box>
header-date: 26 ಆಗಸ್ಟ್ 2025 <box>80 44 166 59</box>
headline-dalit: ದಲಿತರಿಗೆ ದೌರ್ಜನ್ಯ: 2 ತಿಂಗಳಲ್ಲಿ ಚಾರ್ಜ್‌ಶೀಟ್ <box>292 1599 680 1628</box>
zodiac-icon <box>156 1245 170 1259</box>
